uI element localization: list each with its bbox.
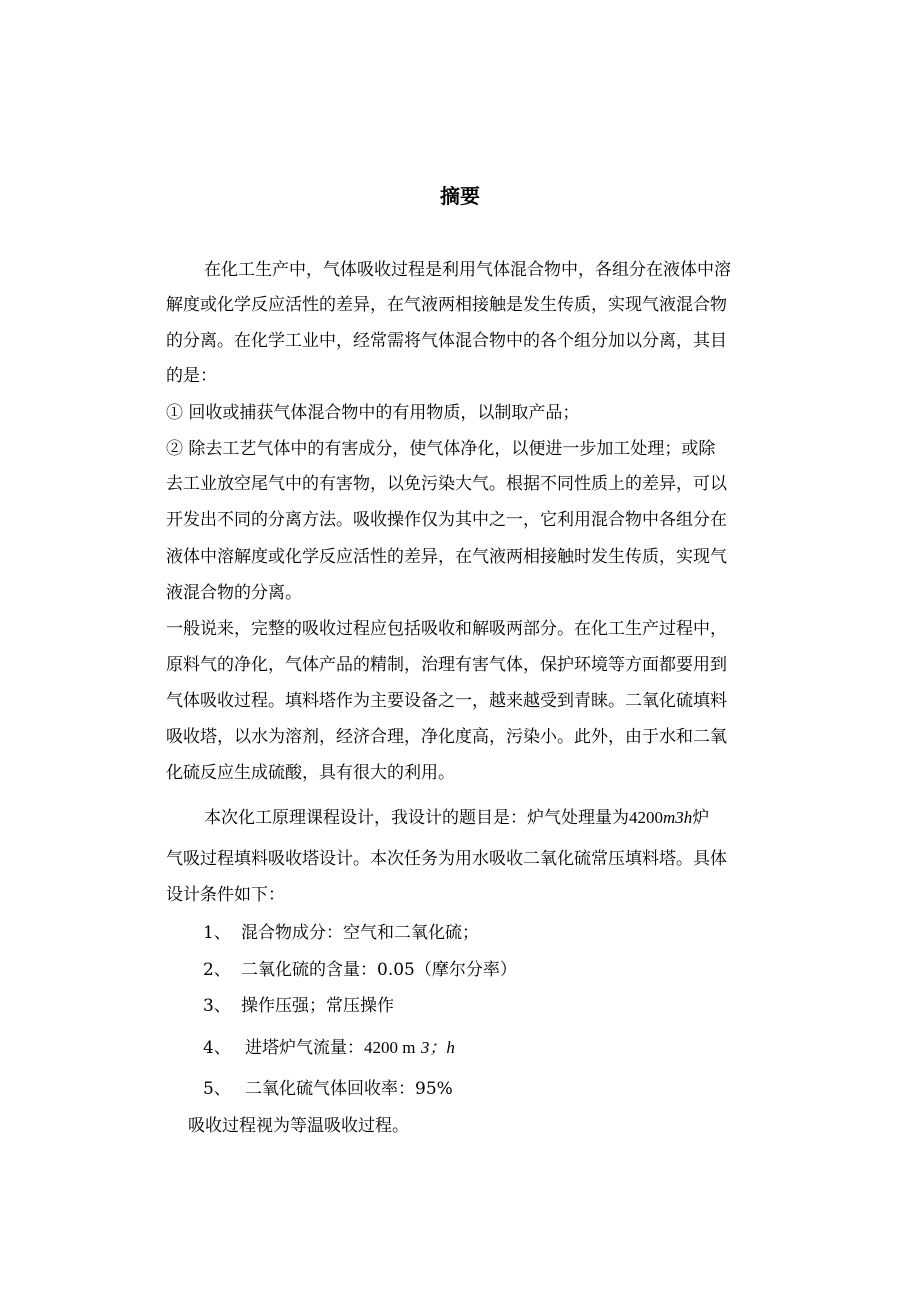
paragraph-line: 气吸过程填料吸收塔设计。本次任务为用水吸收二氧化硫常压填料塔。具体	[166, 849, 727, 869]
list-item: ② 除去工艺气体中的有害成分，使气体净化，以便进一步加工处理；或除	[166, 439, 716, 459]
flow-unit: 3；h	[420, 1038, 455, 1057]
design-topic-line	[204, 806, 824, 830]
condition-text: 二氧化硫的含量：0.05（摩尔分率）	[241, 960, 517, 980]
closing-line: 吸收过程视为等温吸收过程。	[188, 1116, 409, 1136]
condition-number: 3、	[203, 996, 231, 1016]
condition-text: 操作压强；常压操作	[241, 996, 394, 1016]
paragraph-line: 的分离。在化学工业中，经常需将气体混合物中的各个组分加以分离，其目	[166, 331, 727, 351]
paragraph-line: 设计条件如下：	[166, 885, 285, 905]
paragraph-line: 解度或化学反应活性的差异，在气液两相接触是发生传质，实现气液混合物	[166, 295, 727, 315]
paragraph-line: 吸收塔，以水为溶剂，经济合理，净化度高，污染小。此外，由于水和二氧	[166, 727, 727, 747]
condition-text	[245, 1036, 455, 1060]
condition-text: 二氧化硫气体回收率：95%	[245, 1079, 453, 1099]
condition-number: 2、	[203, 960, 231, 980]
paragraph-line: 开发出不同的分离方法。吸收操作仅为其中之一，它利用混合物中各组分在	[166, 510, 727, 530]
condition-number: 5、	[203, 1079, 231, 1099]
paragraph-line: 原料气的净化，气体产品的精制，治理有害气体，保护环境等方面都要用到	[166, 655, 727, 675]
design-topic-number: 4200	[629, 808, 663, 827]
paragraph-line: 液体中溶解度或化学反应活性的差异，在气液两相接触时发生传质，实现气	[166, 547, 727, 567]
page-title: 摘要	[440, 184, 480, 208]
paragraph-line: 去工业放空尾气中的有害物，以免污染大气。根据不同性质上的差异，可以	[166, 474, 727, 494]
paragraph-line: 在化工生产中，气体吸收过程是利用气体混合物中，各组分在液体中溶	[204, 260, 731, 280]
condition-text-prefix: 进塔炉气流量：	[245, 1038, 364, 1058]
paragraph-line: 液混合物的分离。	[166, 583, 302, 603]
design-topic-unit: m3h	[663, 808, 693, 827]
paragraph-line: 气体吸收过程。填料塔作为主要设备之一，越来越受到青睐。二氧化硫填料	[166, 691, 727, 711]
paragraph-line: 一般说来，完整的吸收过程应包括吸收和解吸两部分。在化工生产过程中，	[166, 619, 727, 639]
design-topic-suffix: 炉	[692, 808, 710, 828]
flow-value: 4200 m	[364, 1038, 416, 1057]
paragraph-line: 的是：	[166, 366, 217, 386]
paragraph-line: 化硫反应生成硫酸，具有很大的利用。	[166, 763, 455, 783]
design-topic-prefix: 本次化工原理课程设计，我设计的题目是：炉气处理量为	[204, 808, 629, 828]
condition-number: 1、	[203, 923, 231, 943]
list-item: ① 回收或捕获气体混合物中的有用物质，以制取产品；	[166, 403, 580, 423]
condition-number: 4、	[203, 1038, 231, 1058]
condition-text: 混合物成分：空气和二氧化硫；	[241, 923, 479, 943]
